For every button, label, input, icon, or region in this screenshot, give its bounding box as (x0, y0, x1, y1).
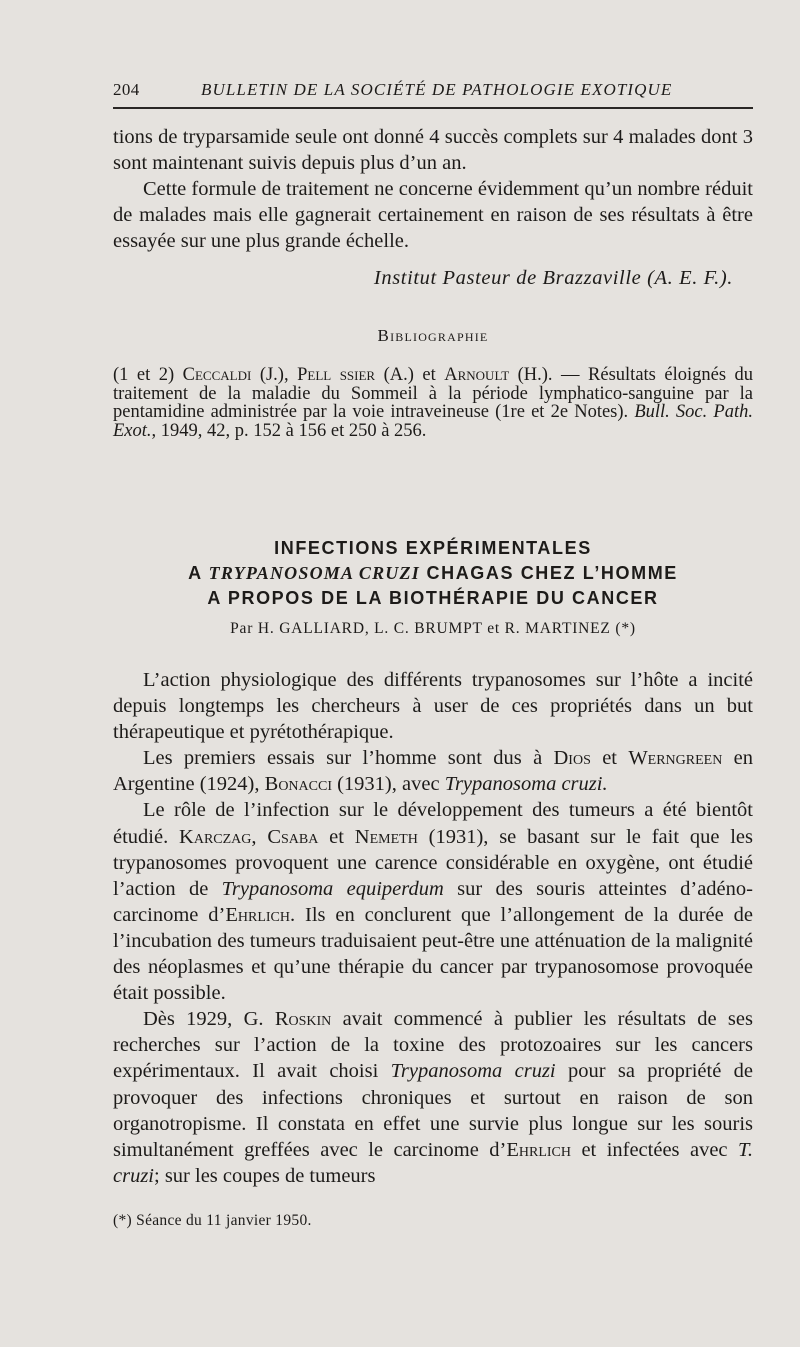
article-title (113, 536, 753, 611)
text-run: avait commencé à publier les résultats de ses recherches sur l’action de la toxine des protozoaires sur les cancers expérimentaux. Il avait choisi (113, 1008, 753, 1083)
page-number: 204 (113, 80, 140, 99)
text-run: sur des souris atteintes d’adéno-carcinome d’ (113, 877, 753, 926)
author-initials: (H.). — (509, 365, 589, 385)
body-paragraph (113, 797, 753, 1006)
author-name: Arnoult (444, 365, 510, 385)
text-run: . Ils en conclurent que l’allongement de la durée de l’incubation des tumeurs traduisaient peut-être une atténuation de la malignité des néoplasmes et qu’une thérapie du cancer par trypanosomose provoquée était possible. (113, 903, 753, 1005)
author-name: Bonacci (264, 773, 332, 796)
author-name: Csaba (267, 825, 319, 848)
text-run: Le rôle de l’infection sur le développement des tumeurs a été bientôt étudié. (113, 799, 753, 848)
author-name: Werngreen (628, 747, 723, 770)
continuation-paragraph: tions de tryparsamide seule ont donné 4 succès complets sur 4 malades dont 3 sont maintenant suivis depuis plus d’un an. (113, 126, 753, 174)
text-run: Les premiers essais sur l’homme sont dus à (143, 747, 554, 770)
institution-signature: Institut Pasteur de Brazzaville (A. E. F.). (373, 267, 733, 289)
body-paragraph: L’action physiologique des différents trypanosomes sur l’hôte a incité depuis longtemps les chercheurs à user de ces propriétés dans un but thérapeutique et pyrétothérapique. (113, 669, 753, 744)
text-run: et (318, 825, 355, 848)
footnote: (*) Séance du 11 janvier 1950. (113, 1212, 312, 1229)
continuation-paragraph-2: Cette formule de traitement ne concerne évidemment qu’un nombre réduit de malades mais elle gagnerait certainement en raison de ses résultats à être essayée sur une plus grande échelle. (113, 178, 753, 252)
reference-tail: , 1949, 42, p. 152 à 156 et 250 à 256. (151, 420, 427, 441)
author-name: Ceccaldi (182, 365, 252, 385)
article-body (113, 667, 753, 1189)
species-name: Trypanosoma cruzi. (444, 773, 608, 796)
author-name: Pell ssier (297, 365, 376, 385)
text-run: en Argentine (1924), (113, 747, 753, 796)
author-name: Dios (553, 747, 591, 770)
text-run: (1931), avec (331, 773, 445, 796)
body-paragraph (113, 1006, 753, 1189)
author-name: Ehrlich (225, 903, 290, 926)
article-authors: Par H. GALLIARD, L. C. BRUMPT et R. MARTINEZ (*) (230, 620, 636, 637)
text-run: Dès 1929, G. (143, 1008, 275, 1031)
article-title-line: INFECTIONS EXPÉRIMENTALES (274, 538, 592, 558)
bibliography-heading: Bibliographie (377, 326, 489, 345)
article-title-line: A PROPOS DE LA BIOTHÉRAPIE DU CANCER (207, 588, 659, 608)
text-run: et infectées avec (571, 1138, 738, 1161)
author-name: Ehrlich (506, 1138, 571, 1161)
reference-journal: Bull. Soc. Path. Exot. (113, 402, 753, 441)
text-run: , (251, 825, 268, 848)
species-name: Trypanosoma equiperdum (221, 877, 444, 900)
author-name: Nemeth (354, 825, 418, 848)
author-name: Karczag (179, 825, 252, 848)
author-initials: (J.), (251, 365, 298, 385)
body-paragraph (113, 745, 753, 797)
text-run: (1931), se basant sur le fait que les trypanosomes provoquent une carence considérable en oxygène, ont étudié l’action de (113, 825, 754, 900)
text-run: pour sa propriété de provoquer des infections chroniques et surtout en raison de son organotropisme. Il constata en effet une survie plus longue sur les souris simultanément greffées avec le carcinome d’ (113, 1060, 753, 1161)
title-suffix: CHAGAS CHEZ L’HOMME (419, 563, 678, 583)
text-run: ; sur les coupes de tumeurs (154, 1164, 376, 1187)
journal-title: BULLETIN DE LA SOCIÉTÉ DE PATHOLOGIE EXOTIQUE (201, 80, 673, 99)
reference-text: Résultats éloignés du traitement de la maladie du Sommeil à la période lymphatico-sanguine par la pentamidine administrée par la voie intraveineuse (1re et 2e Notes). (113, 365, 754, 422)
title-prefix: A (188, 563, 209, 583)
header-rule (113, 107, 753, 109)
author-initials: (A.) et (375, 365, 445, 385)
bibliography-entry (113, 366, 753, 440)
title-genus: TRYPANOSOMA CRUZI (208, 563, 420, 583)
bibliography-ref: (1 et 2) (113, 365, 175, 385)
text-run: et (590, 747, 629, 770)
species-name: T. cruzi (113, 1138, 753, 1187)
article-title-line (113, 561, 753, 586)
author-name: Roskin (274, 1008, 332, 1031)
species-name: Trypanosoma cruzi (390, 1060, 556, 1083)
